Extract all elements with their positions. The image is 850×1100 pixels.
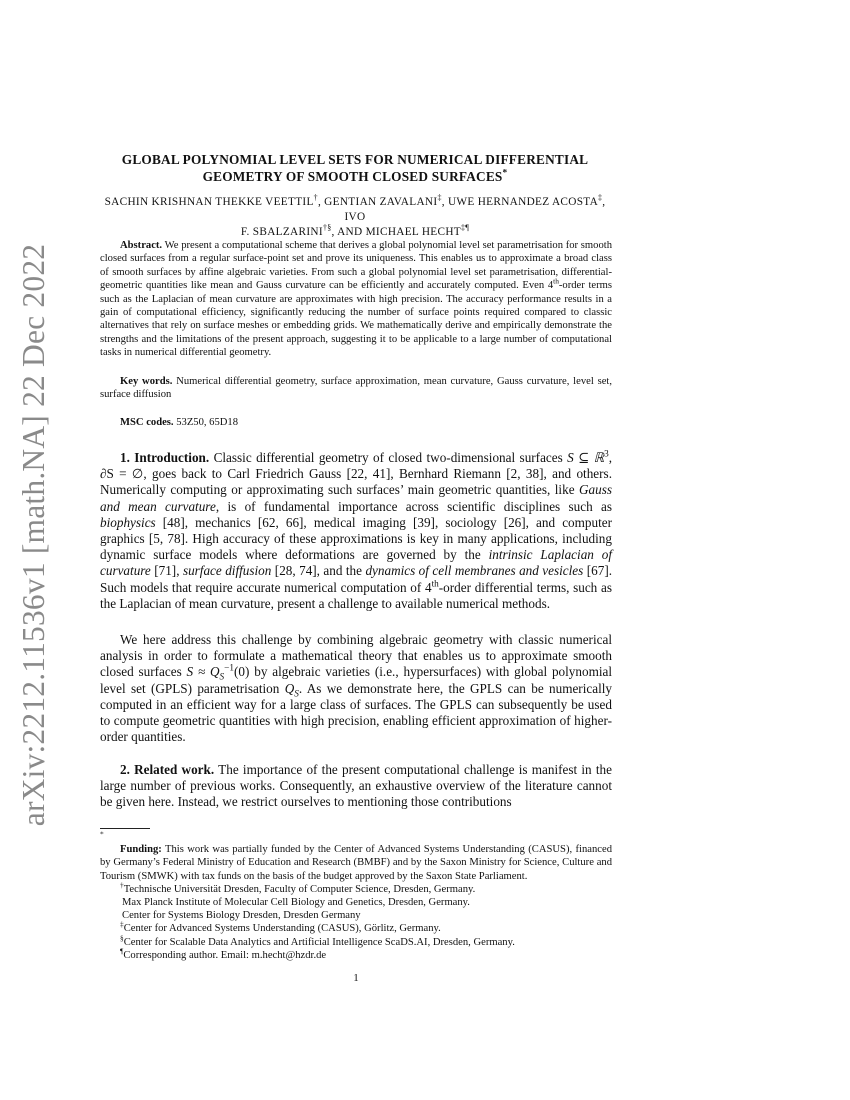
- section-introduction-p1: [100, 450, 612, 612]
- keywords-text: Numerical differential geometry, surface approximation, mean curvature, Gauss curvature, level set, surface diffusion: [100, 376, 612, 401]
- footnote-pilcrow: [100, 946, 612, 962]
- msc-text: 53Z50, 65D18: [176, 417, 239, 428]
- intro-p2-math-arg: (0): [234, 664, 250, 680]
- arxiv-side-stamp: [0, 0, 60, 1100]
- author-1: SACHIN KRISHNAN THEKKE VEETTIL: [104, 196, 314, 208]
- arxiv-identifier: arXiv:2212.11536v1 [math.NA] 22 Dec 2022: [16, 243, 51, 827]
- author-3: , UWE HERNANDEZ ACOSTA: [441, 196, 599, 208]
- intro-text: [71],: [154, 563, 180, 579]
- intro-p2-math: S ≈ Q: [186, 664, 220, 680]
- intro-p2-text: We here address this challenge by combining algebraic geometry with classic numerical analysis in order to formulate a mathematical theory that enables us to approximate smooth closed surfaces: [100, 632, 612, 680]
- affiliation-mpi-cbg: Max Planck Institute of Molecular Cell Biology and Genetics, Dresden, Germany.: [122, 897, 470, 909]
- author-4-mark: †§: [322, 223, 332, 233]
- page-number: 1: [353, 972, 359, 984]
- intro-text: Classic differential geometry of closed two-dimensional surfaces: [213, 450, 563, 465]
- intro-p2-math-sup: −1: [224, 663, 234, 674]
- msc-codes: [100, 416, 612, 429]
- intro-p2-text: . As we demonstrate here, the GPLS can be numerically computed in an efficient way for a large class of surfaces. The GPLS can subsequently be used to compute geometric quantities with high precision, enabling efficient approximation of higher-order quantities.: [100, 680, 612, 745]
- footnote-dagger-3: [100, 909, 612, 922]
- keywords: [100, 375, 612, 402]
- corresponding-author: Corresponding author. Email: m.hecht@hzdr.de: [123, 949, 327, 961]
- section-2-heading: 2. Related work.: [120, 762, 215, 777]
- title-line-2: GEOMETRY OF SMOOTH CLOSED SURFACES: [202, 169, 503, 184]
- section-1-heading: 1. Introduction.: [120, 450, 210, 465]
- funding-text: This work was partially funded by the Center of Advanced Systems Understanding (CASUS), financed by Germany’s Federal Ministry of Education and Research (BMBF) and by the Saxon Ministry for Science, Culture and Tourism (SMWK) with tax funds on the basis of the budget approved by the Saxon State Parliament.: [100, 844, 612, 882]
- abstract-text-1: We present a computational scheme that derives a global polynomial level set parametrisation for smooth closed surfaces from a regular surface-point set and prove its uniqueness. This enables us to approximate a broad class of smooth surfaces by affine algebraic varieties. From such a global polynomial level set parametrisation, differential-geometric quantities like mean and Gauss curvature can be efficiently and accurately computed. Even 4: [100, 240, 612, 292]
- intro-emphasis: surface diffusion: [182, 563, 272, 579]
- footnote-funding: [100, 843, 612, 883]
- footnote-rule: [100, 828, 150, 829]
- affiliation-tu-dresden: Technische Universität Dresden, Faculty of Computer Science, Dresden, Germany.: [123, 883, 476, 895]
- section-related-work: [100, 762, 612, 811]
- intro-p2-text: by algebraic varieties (i.e., hypersurfaces) with global polynomial level set (GPLS) parametrisation: [100, 664, 613, 696]
- paper-title: [100, 151, 610, 185]
- msc-label: MSC codes.: [120, 417, 174, 428]
- abstract-text-2: -order terms such as the Laplacian of mean curvature are approximates with high precision. The accuracy performance results in a gain of computational efficiency, significantly reducing the number of surface points required compared to classic alternatives that rely on surface meshes or embedding grids. We mathematically derive and empirically demonstrate the strengths and the limitations of the present approach, suggesting it to be applicable to a large number of computational tasks in numerical differential geometry.: [100, 280, 612, 359]
- author-1-mark: †: [313, 193, 318, 203]
- intro-text: [67]. Such models that require accurate numerical computation of 4: [100, 563, 613, 595]
- footnote-star-mark: *: [100, 829, 104, 839]
- dagger-mark: †: [120, 880, 124, 890]
- intro-emphasis: Gauss and mean curvature: [100, 482, 612, 514]
- affiliation-casus: Center for Advanced Systems Understanding (CASUS), Görlitz, Germany.: [123, 923, 441, 935]
- footnote-dagger: [100, 880, 612, 896]
- footnote-ddagger: [100, 919, 612, 935]
- intro-emphasis: biophysics: [100, 514, 156, 530]
- intro-text: , is of fundamental importance across scientific disciplines such as: [215, 498, 613, 514]
- footnote-dagger-2: [100, 896, 612, 909]
- abstract: [100, 239, 612, 360]
- intro-math-sup: 3: [604, 448, 609, 459]
- intro-emphasis: intrinsic Laplacian of curvature: [100, 547, 612, 579]
- intro-text: , ∂S = ∅, goes back to Carl Friedrich Gauss [22, 41], Bernhard Riemann [2, 38], and others. Numerically computing or approximating such surfaces’ main geometric quantities, like: [100, 450, 612, 498]
- intro-p2-math-q-sub: S: [294, 688, 299, 699]
- footnote-section: [100, 933, 612, 949]
- author-5-mark: ‡¶: [461, 223, 470, 233]
- intro-sup: th: [431, 578, 439, 589]
- abstract-sup: th: [553, 276, 559, 286]
- intro-p2-math-sub: S: [219, 672, 225, 683]
- title-line-1: GLOBAL POLYNOMIAL LEVEL SETS FOR NUMERICAL DIFFERENTIAL: [121, 152, 589, 167]
- footnotes: [100, 829, 612, 962]
- section-mark: §: [120, 933, 124, 943]
- author-3-mark: ‡: [598, 193, 603, 203]
- intro-p2-math-q: Q: [284, 680, 295, 696]
- author-4-end: F. SBALZARINI: [240, 226, 323, 238]
- author-5: , AND MICHAEL HECHT: [331, 226, 461, 238]
- ddagger-mark: ‡: [120, 919, 124, 929]
- intro-emphasis: dynamics of cell membranes and vesicles: [365, 563, 584, 579]
- author-4-start: , IVO: [344, 196, 606, 223]
- intro-text: [48], mechanics [62, 66], medical imaging [39], sociology [26], and computer graphics [5, 78]. High accuracy of these approximations is key in many applications, including dynamic surface models where deformations are governed by the: [100, 514, 612, 563]
- title-footnote-mark: *: [502, 168, 508, 179]
- related-work-text: The importance of the present computational challenge is manifest in the large number of previous works. Consequently, an exhaustive overview of the literature cannot be given here. Instead, we restrict ourselves to mentioning those contributions: [100, 762, 612, 810]
- affiliation-csbd: Center for Systems Biology Dresden, Dresden Germany: [122, 910, 361, 922]
- affiliation-scads: Center for Scalable Data Analytics and Artificial Intelligence ScaDS.AI, Dresden, Germany.: [123, 936, 515, 948]
- abstract-label: Abstract.: [120, 240, 163, 251]
- section-introduction-p2: [100, 632, 612, 745]
- author-2-mark: ‡: [437, 193, 442, 203]
- keywords-label: Key words.: [120, 376, 173, 387]
- funding-label: Funding:: [120, 844, 162, 856]
- author-list: [100, 195, 610, 240]
- intro-text: [28, 74], and the: [274, 563, 362, 579]
- author-2: , GENTIAN ZAVALANI: [317, 196, 438, 208]
- intro-text: -order differential terms, such as the Laplacian of mean curvature, present a challenge to available numerical methods.: [100, 579, 612, 611]
- intro-math: S ⊆ ℝ: [567, 450, 605, 465]
- pilcrow-mark: ¶: [120, 946, 124, 956]
